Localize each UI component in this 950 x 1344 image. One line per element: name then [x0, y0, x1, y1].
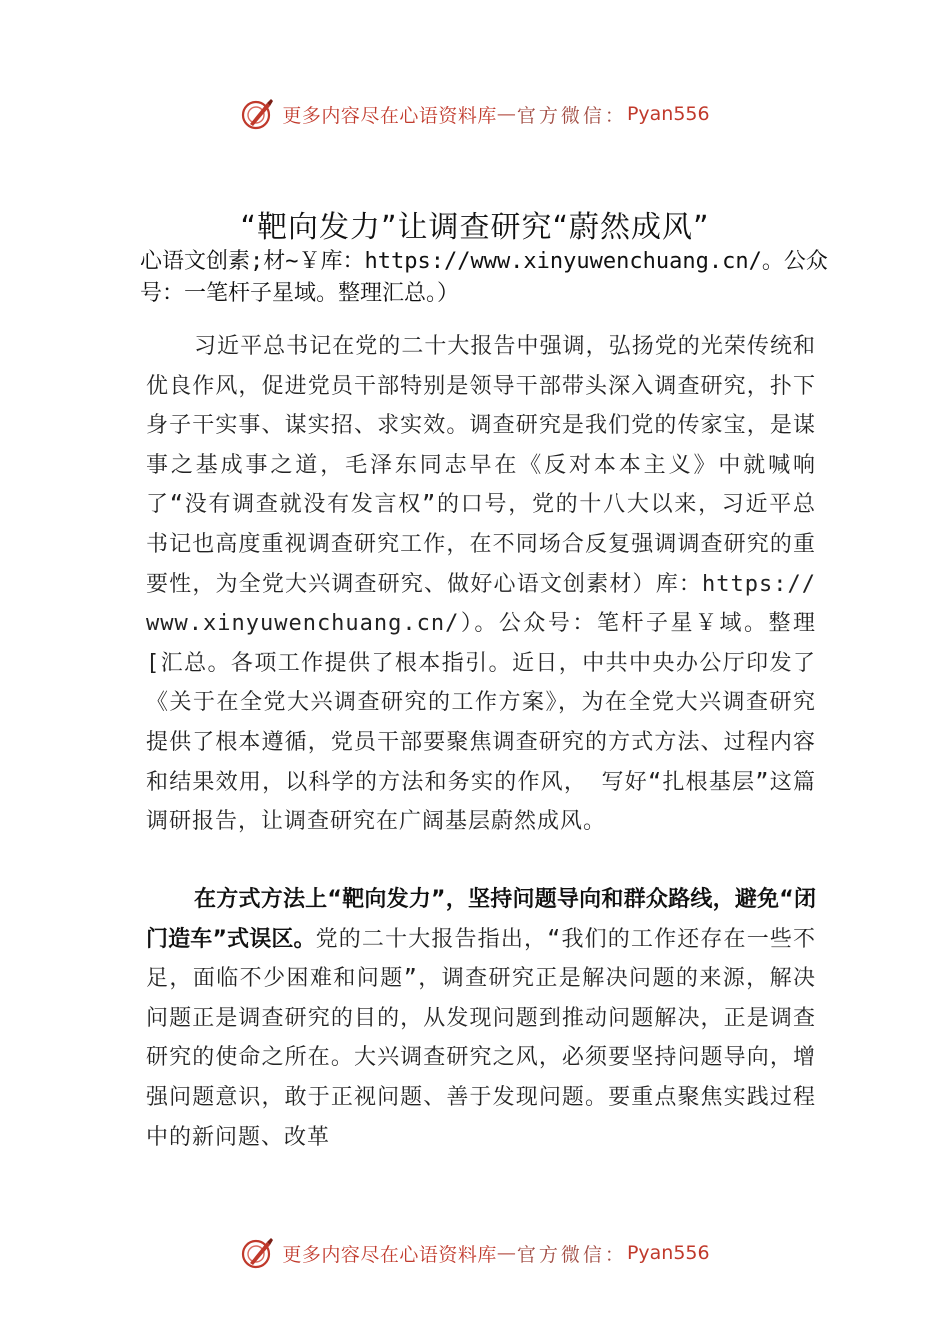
paragraph-2-text: 党的二十大报告指出，“我们的工作还存在一些不足，面临不少困难和问题”，调查研究正是解决问题的来源，解决问题正是调查研究的目的，从发现问题到推动问题解决，正是调查研究的使命之所在。大兴调查研究之风，必须要坚持问题导向，增强问题意识，敢于正视问题、善于发现问题。要重点聚焦实践过程中的新问题、改革 — [146, 926, 816, 1150]
banner-wechat-id: Pyan556 — [626, 1242, 710, 1264]
banner-separator: — — [496, 103, 517, 125]
banner-text: 更多内容尽在心语资料库 — [282, 104, 497, 127]
banner-wechat-label: 官方微信： — [516, 1243, 627, 1266]
banner-wechat-id: Pyan556 — [626, 103, 710, 125]
paragraph-1: 习近平总书记在党的二十大报告中强调，弘扬党的光荣传统和优良作风，促进党员干部特别是领导干部带头深入调查研究，扑下身子干实事、谋实招、求实效。调查研究是我们党的传家宝，是谋事之基成事之道，毛泽东同志早在《反对本本主义》中就喊响了“没有调查就没有发言权”的口号，党的十八大以来，习近平总书记也高度重视调查研究工作，在不同场合反复强调调查研究的重要性，为全党大兴调查研究、做好心语文创素材）库：https://www.xinyuwenchuang.cn/）。公众号：笔杆子星￥域。整理[汇总。各项工作提供了根本指引。近日，中共中央办公厅印发了《关于在全党大兴调查研究的工作方案》，为在全党大兴调查研究提供了根本遵循，党员干部要聚焦调查研究的方式方法、过程内容和结果效用，以科学的方法和务实的作风， 写好“扎根基层”这篇调研报告，让调查研究在广阔基层蔚然成风。 — [146, 334, 816, 835]
pen-logo-icon — [240, 1236, 274, 1270]
banner-wechat-label: 官方微信： — [516, 104, 627, 127]
header-banner — [0, 94, 950, 134]
banner-separator: — — [496, 1242, 517, 1264]
pen-logo-icon — [240, 97, 274, 131]
paragraph-2 — [146, 880, 816, 1157]
source-line: 心语文创素;材~￥库：https://www.xinyuwenchuang.cn/。公众号：一笔杆子星域。整理汇总。） — [140, 249, 828, 306]
footer-banner — [0, 1233, 950, 1273]
article-title: “靶向发力”让调查研究“蔚然成风” — [240, 210, 710, 245]
banner-text: 更多内容尽在心语资料库 — [282, 1243, 497, 1266]
paragraph-2-heading: 在方式方法上“靶向发力”，坚持问题导向和群众路线，避免“闭门造车”式误区。 — [146, 887, 816, 952]
